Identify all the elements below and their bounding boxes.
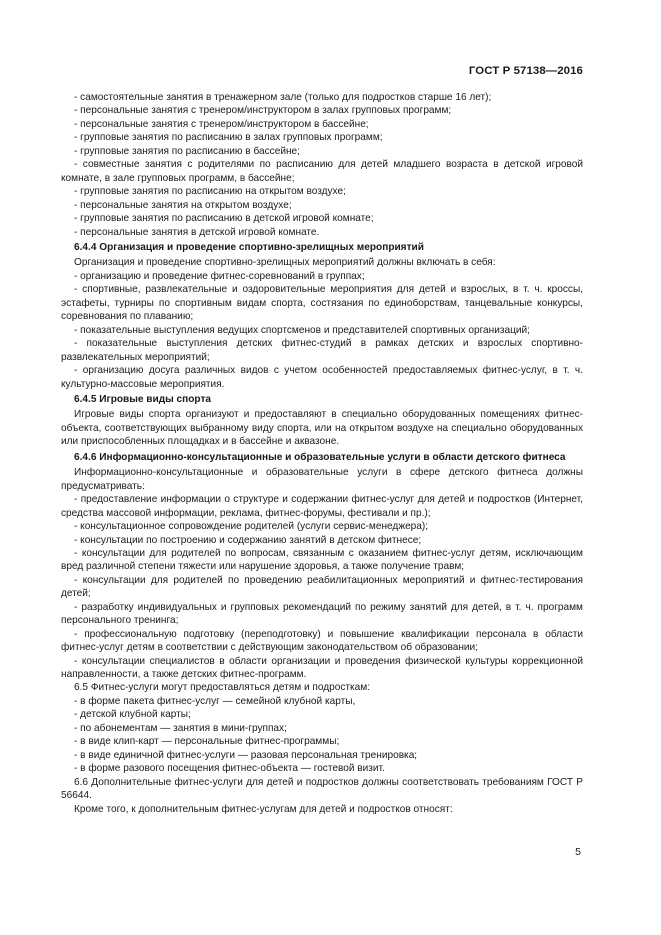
paragraph: - в виде клип-карт — персональные фитнес-программы; bbox=[74, 736, 340, 748]
paragraph: - в форме пакета фитнес-услуг — семейной клубной карты, bbox=[74, 695, 356, 707]
paragraph: - показательные выступления детских фитнес-студий в рамках детских и взрослых спортивно-развлекательных мероприятий; bbox=[61, 338, 583, 363]
paragraph: Кроме того, к дополнительным фитнес-услугам для детей и подростков относят: bbox=[74, 803, 453, 815]
page-number: 5 bbox=[575, 846, 581, 858]
paragraph: 6.5 Фитнес-услуги могут предоставляться детям и подросткам: bbox=[74, 682, 371, 694]
paragraph: - групповые занятия по расписанию в детской игровой комнате; bbox=[74, 213, 374, 225]
paragraph: - спортивные, развлекательные и оздоровительные мероприятия для детей и взрослых, в т. ч. кроссы, эстафеты, турниры по спортивным видам спорта, состязания по единоборствам, танцевальные конкурсы, соревнования по плаванию; bbox=[61, 284, 583, 323]
paragraph: - разработку индивидуальных и групповых рекомендаций по режиму занятий для детей, в т. ч. программ персонального тренинга; bbox=[61, 601, 583, 627]
paragraph: - показательные выступления ведущих спортсменов и представителей спортивных организаций; bbox=[74, 324, 530, 336]
paragraph: - групповые занятия по расписанию в бассейне; bbox=[74, 145, 300, 157]
paragraph: - консультации для родителей по вопросам, связанным с оказанием фитнес-услуг детям, исключающим вред различной степени тяжести или нарушение здоровья, а также получение травм; bbox=[61, 547, 583, 573]
paragraph: - профессиональную подготовку (переподготовку) и повышение квалификации персонала в области фитнес-услуг детям в соответствии с действующим законодательством об образовании; bbox=[61, 628, 583, 654]
paragraph: - предоставление информации о структуре и содержании фитнес-услуг для детей и подростков (Интернет, средства массовой информации, реклама, фитнес-форумы, фестивали и пр.); bbox=[61, 494, 583, 519]
paragraph: - детской клубной карты; bbox=[74, 709, 191, 721]
paragraph: - консультации для родителей по проведению реабилитационных мероприятий и фитнес-тестирования детей; bbox=[61, 574, 583, 600]
section-heading: 6.4.5 Игровые виды спорта bbox=[74, 393, 211, 405]
paragraph: - по абонементам — занятия в мини-группах; bbox=[74, 722, 287, 734]
paragraph: Организация и проведение спортивно-зрелищных мероприятий должны включать в себя: bbox=[74, 257, 496, 269]
paragraph: - персональные занятия с тренером/инструктором в залах групповых программ; bbox=[74, 105, 452, 117]
paragraph: - консультационное сопровождение родителей (услуги сервис-менеджера); bbox=[74, 521, 429, 533]
paragraph: - групповые занятия по расписанию на открытом воздухе; bbox=[74, 186, 346, 198]
section-heading: 6.4.6 Информационно-консультационные и образовательные услуги в области детского фитнеса bbox=[74, 451, 566, 463]
paragraph: - персональные занятия с тренером/инструктором в бассейне; bbox=[74, 118, 369, 130]
paragraph: - организацию и проведение фитнес-соревнований в группах; bbox=[74, 270, 365, 282]
paragraph: - организацию досуга различных видов с учетом особенностей предоставляемых фитнес-услуг, в т. ч. культурно-массовые мероприятия. bbox=[61, 365, 583, 390]
paragraph: - консультации специалистов в области организации и проведения физической культуры коррекционной направленности, а также детских фитнес-программ. bbox=[61, 655, 583, 681]
paragraph: - самостоятельные занятия в тренажерном зале (только для подростков старше 16 лет); bbox=[74, 92, 492, 103]
paragraph: 6.6 Дополнительные фитнес-услуги для детей и подростков должны соответствовать требованиям ГОСТ Р 56644. bbox=[61, 776, 583, 802]
paragraph: Информационно-консультационные и образовательные услуги в сфере детского фитнеса должны предусматривать: bbox=[61, 467, 583, 492]
paragraph: - консультации по построению и содержанию занятий в детском фитнесе; bbox=[74, 534, 422, 546]
paragraph: - в форме разового посещения фитнес-объекта — гостевой визит. bbox=[74, 763, 385, 775]
paragraph: - персональные занятия в детской игровой комнате. bbox=[74, 226, 320, 238]
standard-header: ГОСТ Р 57138—2016 bbox=[468, 65, 583, 77]
paragraph: - в виде единичной фитнес-услуги — разовая персональная тренировка; bbox=[74, 749, 418, 761]
paragraph: - совместные занятия с родителями по расписанию для детей младшего возраста в детской игровой комнате, в зале групповых программ, в бассейне; bbox=[61, 159, 583, 184]
paragraph: - персональные занятия на открытом воздухе; bbox=[74, 199, 292, 211]
paragraph: Игровые виды спорта организуют и предоставляют в специально оборудованных помещениях фитнес-объекта, соответствующих выбранному виду спорта, или на открытом воздухе на специально оборудованных или приспособленных площадках и в бассейне и аквазоне. bbox=[61, 409, 583, 448]
paragraph: - групповые занятия по расписанию в залах групповых программ; bbox=[74, 132, 383, 144]
body-text bbox=[61, 91, 583, 816]
section-heading: 6.4.4 Организация и проведение спортивно-зрелищных мероприятий bbox=[74, 241, 424, 253]
